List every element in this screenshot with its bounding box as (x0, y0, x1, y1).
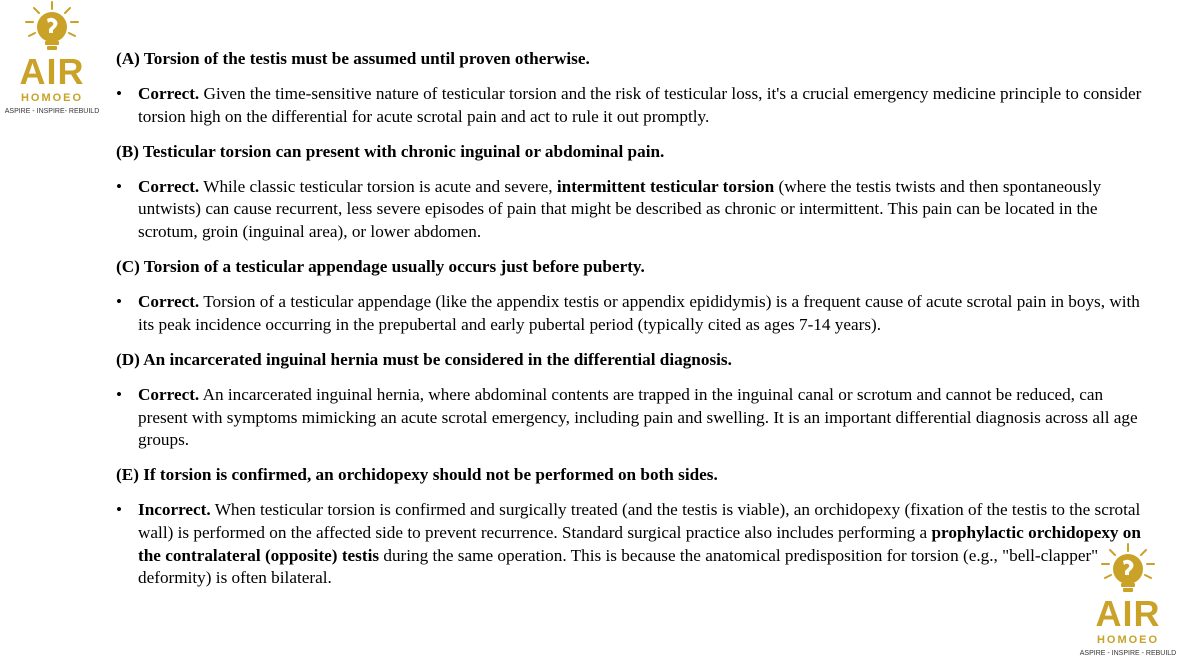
verdict-e: Incorrect. (138, 500, 211, 520)
bullet-icon: • (116, 500, 123, 520)
bullet-icon: • (116, 292, 123, 312)
logo-bottom-right (1078, 542, 1178, 657)
explanation-e-text-2: during the same operation. This is because the anatomical predisposition for torsion (e.g., "bell-clapper" deformity) is often bilateral. (138, 545, 1099, 588)
verdict-a: Correct. (138, 84, 200, 104)
lightbulb-icon (20, 0, 84, 56)
explanation-c-text: Torsion of a testicular appendage (like the appendix testis or appendix epididymis) is a frequent cause of acute scrotal pain in boys, with its peak incidence occurring in the prepubertal and early pubertal period (typically cited as ages 7-14 years). (138, 292, 1140, 334)
logo-tagline: ASPIRE - INSPIRE - REBUILD (1079, 650, 1177, 657)
logo-air-text: AIR (19, 51, 85, 92)
answer-explanations (116, 48, 1156, 602)
explanation-e (116, 499, 1156, 589)
explanation-d-text: An incarcerated inguinal hernia, where abdominal contents are trapped in the inguinal canal or scrotum and cannot be reduced, can present with symptoms mimicking an acute scrotal emergency, including pain and swelling. It is an important differential diagnosis across all age groups. (138, 385, 1138, 450)
bullet-icon: • (116, 176, 123, 196)
logo-top-left (2, 0, 102, 115)
question-b: (B) Testicular torsion can present with chronic inguinal or abdominal pain. (116, 141, 665, 161)
logo-air-text: AIR (1095, 593, 1161, 634)
explanation-b-text-2: (where the testis twists and then spontaneously untwists) can cause recurrent, less severe episodes of pain that might be described as chronic or intermittent. This pain can be located in the scrotum, groin (inguinal area), or lower abdomen. (138, 176, 1102, 242)
explanation-b-emphasis: intermittent testicular torsion (556, 176, 775, 196)
verdict-b: Correct. (138, 176, 200, 196)
logo-tagline: ASPIRE - INSPIRE- REBUILD (4, 108, 100, 115)
explanation-d (116, 384, 1156, 452)
explanation-e-emphasis: prophylactic orchidopexy on the contralateral (opposite) testis (138, 523, 1141, 565)
bullet-icon: • (116, 385, 123, 405)
explanation-a (116, 83, 1156, 128)
explanation-b (116, 176, 1156, 244)
explanation-e-text-1: When testicular torsion is confirmed and surgically treated (and the testis is viable), an orchidopexy (fixation of the testis to the scrotal wall) is performed on the affected side to prevent recurrence. Standard surgical practice also includes performing a (138, 500, 1141, 542)
question-e: (E) If torsion is confirmed, an orchidopexy should not be performed on both sides. (116, 465, 718, 485)
logo-homoeo-text: HOMOEO (1096, 634, 1160, 646)
question-a: (A) Torsion of the testis must be assumed until proven otherwise. (116, 49, 590, 68)
question-c: (C) Torsion of a testicular appendage usually occurs just before puberty. (116, 257, 645, 277)
explanation-c (116, 291, 1156, 336)
question-d: (D) An incarcerated inguinal hernia must be considered in the differential diagnosis. (116, 349, 732, 369)
verdict-d: Correct. (138, 385, 200, 405)
verdict-c: Correct. (138, 292, 200, 312)
logo-homoeo-text: HOMOEO (20, 92, 84, 104)
lightbulb-icon (1096, 542, 1160, 598)
explanation-a-text: Given the time-sensitive nature of testicular torsion and the risk of testicular loss, it's a crucial emergency medicine principle to consider torsion high on the differential for acute scrotal pain and act to rule it out promptly. (138, 84, 1142, 126)
bullet-icon: • (116, 84, 123, 104)
explanation-b-text-1: While classic testicular torsion is acute and severe, (199, 176, 557, 196)
